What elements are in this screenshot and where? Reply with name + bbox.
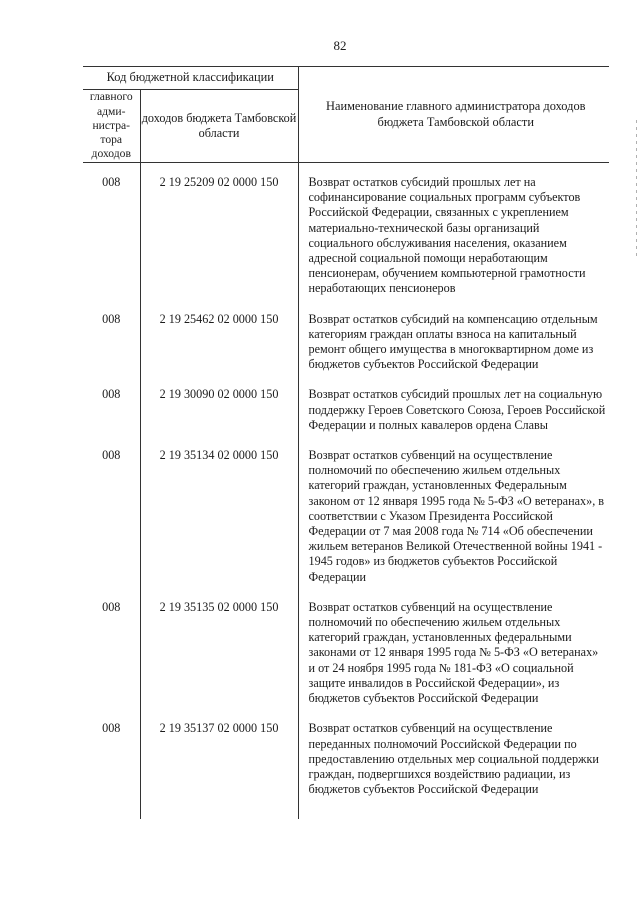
- admin-code-cell: 008: [83, 709, 140, 819]
- revenue-code-cell: 2 19 35137 02 0000 150: [140, 709, 298, 819]
- table-row: [83, 436, 609, 588]
- scan-edge-mark: [636, 120, 637, 260]
- administrator-name-cell: Возврат остатков субвенций на осуществление переданных полномочий Российской Федерации по предоставлению отдельных мер социальной поддержки граждан, подвергшихся воздействию радиации, из бюджетов субъектов Российской Федерации: [308, 721, 599, 797]
- table-row: [83, 709, 609, 819]
- administrator-name-cell: Возврат остатков субсидий прошлых лет на социальную поддержку Героев Советского Союза, Героев Российской Федерации и полных кавалеров ордена Славы: [308, 387, 606, 432]
- administrator-name-cell: Возврат остатков субсидий прошлых лет на софинансирование социальных программ субъектов Российской Федерации, связанных с укреплением материально-технической базы организаций социального обслуживания населения, оказанием адресной социальной помощи неработающим пенсионерам, обучением компьютерной грамотности неработающих пенсионеров: [308, 175, 586, 296]
- revenue-code-cell: 2 19 35135 02 0000 150: [140, 588, 298, 709]
- revenue-code-cell: 2 19 25462 02 0000 150: [140, 300, 298, 376]
- revenue-code-cell: 2 19 30090 02 0000 150: [140, 375, 298, 436]
- table-header-row: [83, 67, 609, 90]
- admin-code-cell: 008: [83, 300, 140, 376]
- revenue-code-cell: 2 19 35134 02 0000 150: [140, 436, 298, 588]
- table-row: [83, 588, 609, 709]
- administrator-name-cell: Возврат остатков субвенций на осуществление полномочий по обеспечению жильем отдельных категорий граждан, установленных Федеральным законом от 12 января 1995 года № 5-ФЗ «О ветеранах», в соответствии с Указом Президента Российской Федерации от 7 мая 2008 года № 714 «Об обеспечении жильем ветеранов Великой Отечественной войны 1941 - 1945 годов» из бюджетов субъектов Российской Федерации: [308, 448, 605, 584]
- budget-classification-table: [83, 66, 609, 819]
- administrator-name-cell: Возврат остатков субвенций на осуществление полномочий по обеспечению жильем отдельных категорий граждан, установленных федеральными законами от 12 января 1995 года № 5-ФЗ «О ветеранах» и от 24 ноября 1995 года № 181-ФЗ «О социальной защите инвалидов в Российской Федерации», из бюджетов субъектов Российской Федерации: [308, 599, 599, 706]
- header-classification-code: Код бюджетной классификации: [83, 67, 298, 90]
- table-row: [83, 375, 609, 436]
- admin-code-cell: 008: [83, 375, 140, 436]
- header-revenue-code: доходов бюджета Тамбовской области: [140, 90, 298, 163]
- table-row: [83, 300, 609, 376]
- page-number: 82: [333, 38, 347, 53]
- header-administrator-name: Наименование главного администратора доходов бюджета Тамбовской области: [298, 67, 609, 163]
- admin-code-cell: 008: [83, 163, 140, 300]
- table-row: [83, 163, 609, 300]
- header-main-administrator: главного адми- нистра- тора доходов: [83, 90, 140, 163]
- revenue-code-cell: 2 19 25209 02 0000 150: [140, 163, 298, 300]
- administrator-name-cell: Возврат остатков субсидий на компенсацию отдельным категориям граждан оплаты взноса на капитальный ремонт общего имущества в многоквартирном доме из бюджетов субъектов Российской Федерации: [308, 311, 598, 372]
- admin-code-cell: 008: [83, 436, 140, 588]
- admin-code-cell: 008: [83, 588, 140, 709]
